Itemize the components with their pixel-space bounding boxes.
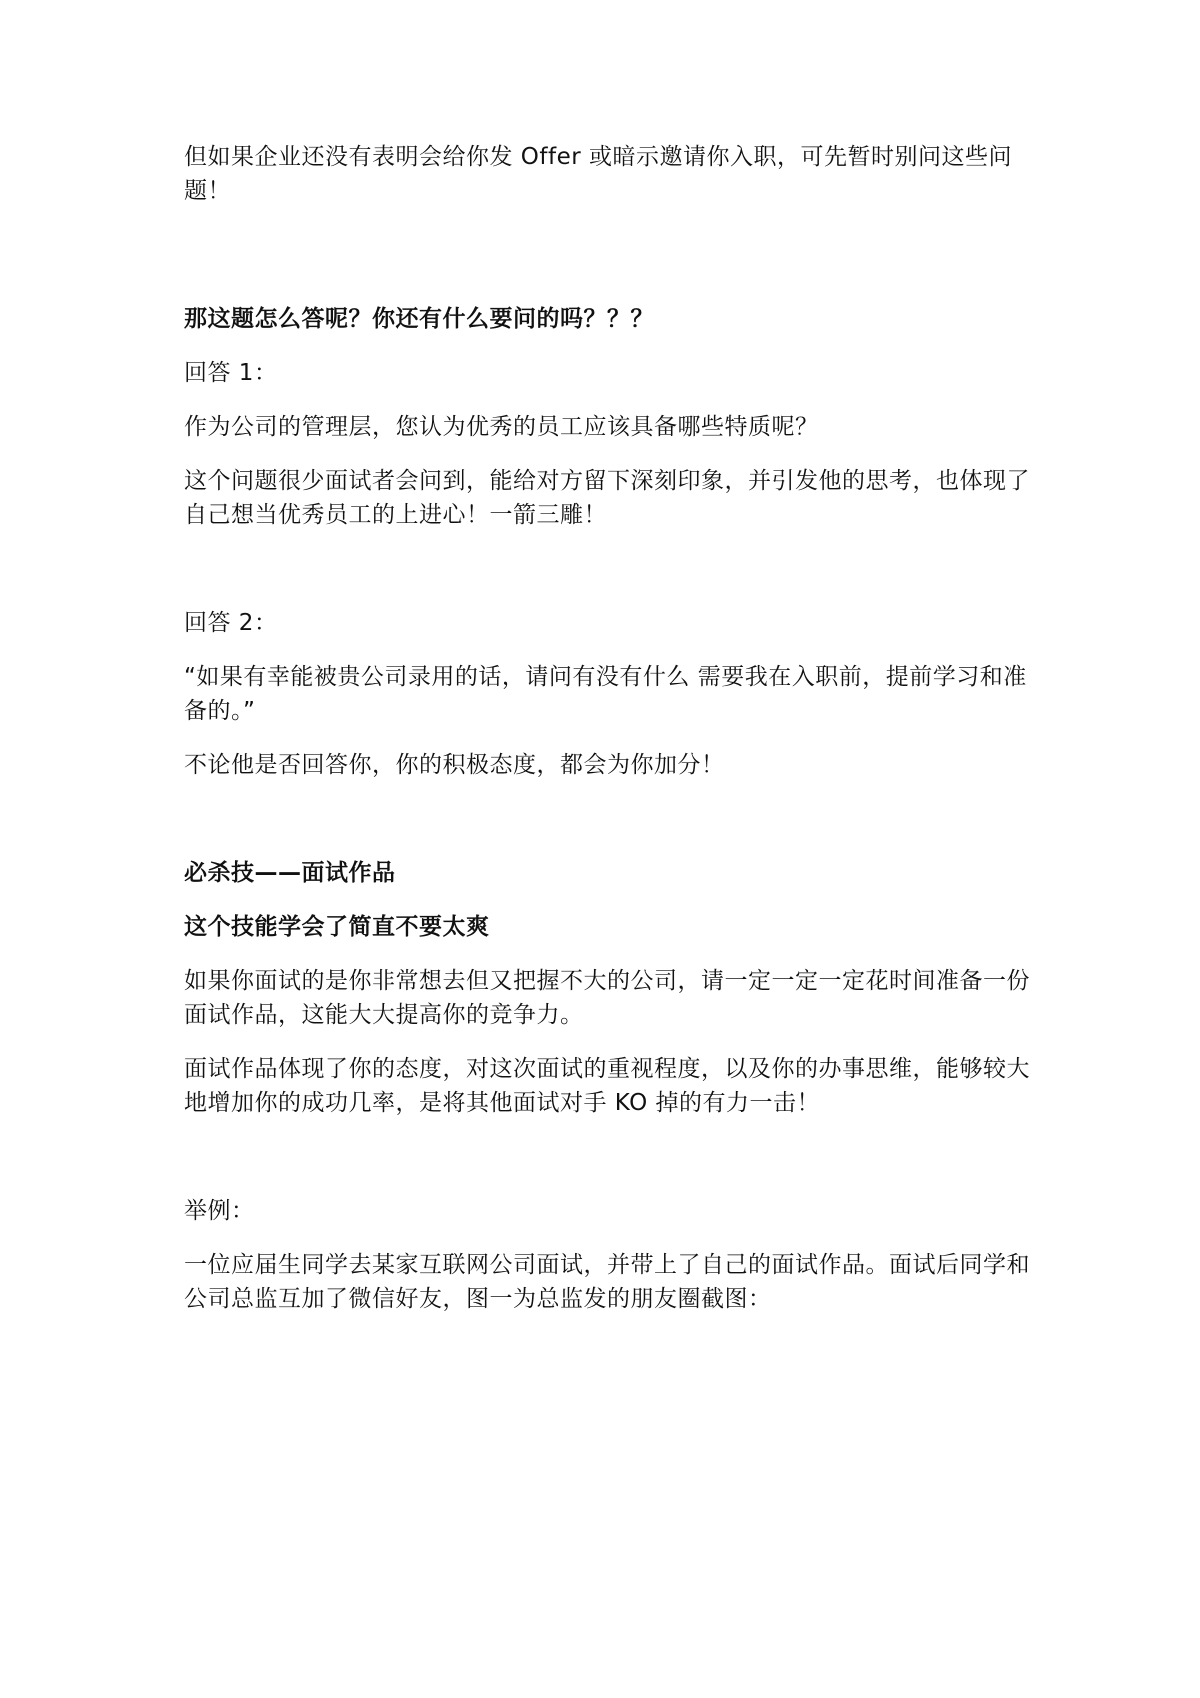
answer-1-explanation: 这个问题很少面试者会问到，能给对方留下深刻印象，并引发他的思考，也体现了自己想当优秀员工的上进心！一箭三雕！	[184, 468, 1030, 528]
answer-2-question: “如果有幸能被贵公司录用的话，请问有没有什么 需要我在入职前，提前学习和准备的。”	[184, 664, 1027, 724]
answer-1-question: 作为公司的管理层，您认为优秀的员工应该具备哪些特质呢？	[184, 414, 819, 440]
answer-1-label: 回答 1：	[184, 360, 278, 386]
document-page	[184, 140, 1032, 1316]
paragraph-work-benefit: 面试作品体现了你的态度，对这次面试的重视程度，以及你的办事思维，能够较大地增加你的成功几率，是将其他面试对手 KO 掉的有力一击！	[184, 1056, 1030, 1116]
example-text: 一位应届生同学去某家互联网公司面试，并带上了自己的面试作品。面试后同学和公司总监互加了微信好友，图一为总监发的朋友圈截图：	[184, 1252, 1030, 1312]
paragraph-offer-note: 但如果企业还没有表明会给你发 Offer 或暗示邀请你入职，可先暂时别问这些问题！	[184, 144, 1013, 204]
heading-how-to-answer: 那这题怎么答呢？你还有什么要问的吗？？？	[184, 306, 654, 332]
heading-skill-note: 这个技能学会了简直不要太爽	[184, 914, 490, 940]
heading-killer-skill: 必杀技——面试作品	[184, 860, 396, 886]
answer-2-explanation: 不论他是否回答你，你的积极态度，都会为你加分！	[184, 752, 725, 778]
paragraph-prepare-work: 如果你面试的是你非常想去但又把握不大的公司，请一定一定一定花时间准备一份面试作品，这能大大提高你的竞争力。	[184, 968, 1030, 1028]
answer-2-label: 回答 2：	[184, 610, 278, 636]
example-label: 举例：	[184, 1198, 255, 1224]
